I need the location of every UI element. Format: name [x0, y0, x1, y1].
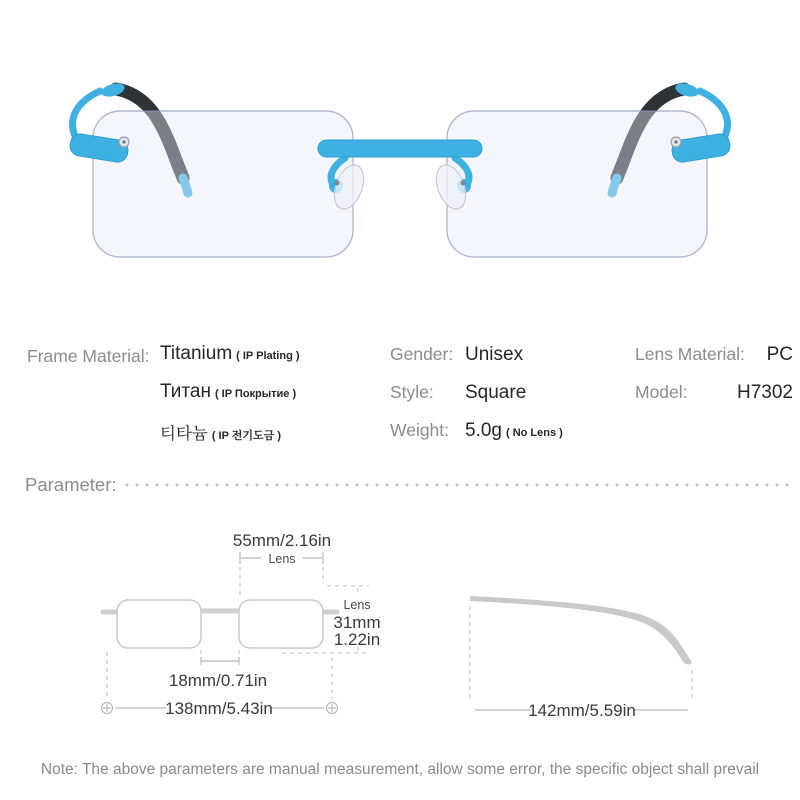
frame-material-note-ko: ( IP 전기도금 ) [211, 430, 282, 442]
frame-material-label: Frame Material: [27, 346, 150, 366]
frame-material-row-ko [160, 420, 281, 444]
temple-side-profile [470, 596, 692, 664]
frame-width-value: 138mm/5.43in [165, 699, 273, 718]
weight-value: 5.0g [465, 420, 502, 441]
diagram-lens-right [239, 600, 323, 648]
gender-row [390, 344, 523, 366]
lens-height-in: 1.22in [333, 630, 381, 649]
lens-height-mm: 31mm [333, 613, 381, 632]
lens-material-label: Lens Material: [635, 344, 745, 364]
side-view-temple [470, 596, 692, 720]
style-label: Style: [390, 382, 434, 402]
product-photo [0, 60, 800, 305]
style-value: Square [465, 382, 527, 403]
lens-width-value: 55mm/2.16in [232, 531, 332, 550]
glasses-right-half [431, 81, 731, 257]
model-row [635, 382, 793, 404]
lens-screw-slot [122, 140, 125, 143]
parameter-heading: Parameter: [25, 474, 117, 495]
frame-material-value-ko: 티타늄 [160, 425, 208, 443]
glasses-left-half [69, 81, 369, 257]
frame-material-note-ru: ( IP Покрытие ) [214, 388, 297, 400]
lens-material-value: PC [766, 344, 793, 365]
style-row [390, 382, 526, 404]
model-label: Model: [635, 382, 688, 402]
lens-width-callout [233, 531, 331, 598]
frame-material-row-en [160, 343, 300, 365]
nose-pad-screw [335, 181, 340, 186]
dimension-diagram [0, 520, 800, 755]
frame-material-value-en: Titanium [160, 343, 233, 364]
footnote: Note: The above parameters are manual measurement, allow some error, the specific object shall prevail [40, 761, 760, 778]
diagram-lens-left [117, 600, 201, 648]
weight-label: Weight: [390, 420, 450, 440]
lens-material-row [635, 344, 793, 366]
front-view-frame [103, 600, 337, 648]
weight-note: ( No Lens ) [505, 427, 563, 439]
frame-material-value-ru: Титан [160, 381, 211, 402]
bridge-width-callout [169, 650, 267, 690]
lens-height-caption: Lens [343, 598, 371, 612]
weight-row [390, 420, 563, 442]
frame-material-note-en: ( IP Plating ) [236, 350, 300, 362]
temple-length-value: 142mm/5.59in [528, 701, 636, 720]
bridge-bar [318, 140, 482, 157]
model-value: H7302 [737, 382, 793, 403]
dotted-divider [122, 483, 795, 487]
bridge-width-value: 18mm/0.71in [168, 671, 268, 690]
frame-material-row-ru [160, 381, 296, 403]
lens-left [93, 111, 353, 257]
gender-label: Gender: [390, 344, 454, 364]
lens-width-caption: Lens [268, 552, 296, 566]
gender-value: Unisex [465, 344, 524, 365]
